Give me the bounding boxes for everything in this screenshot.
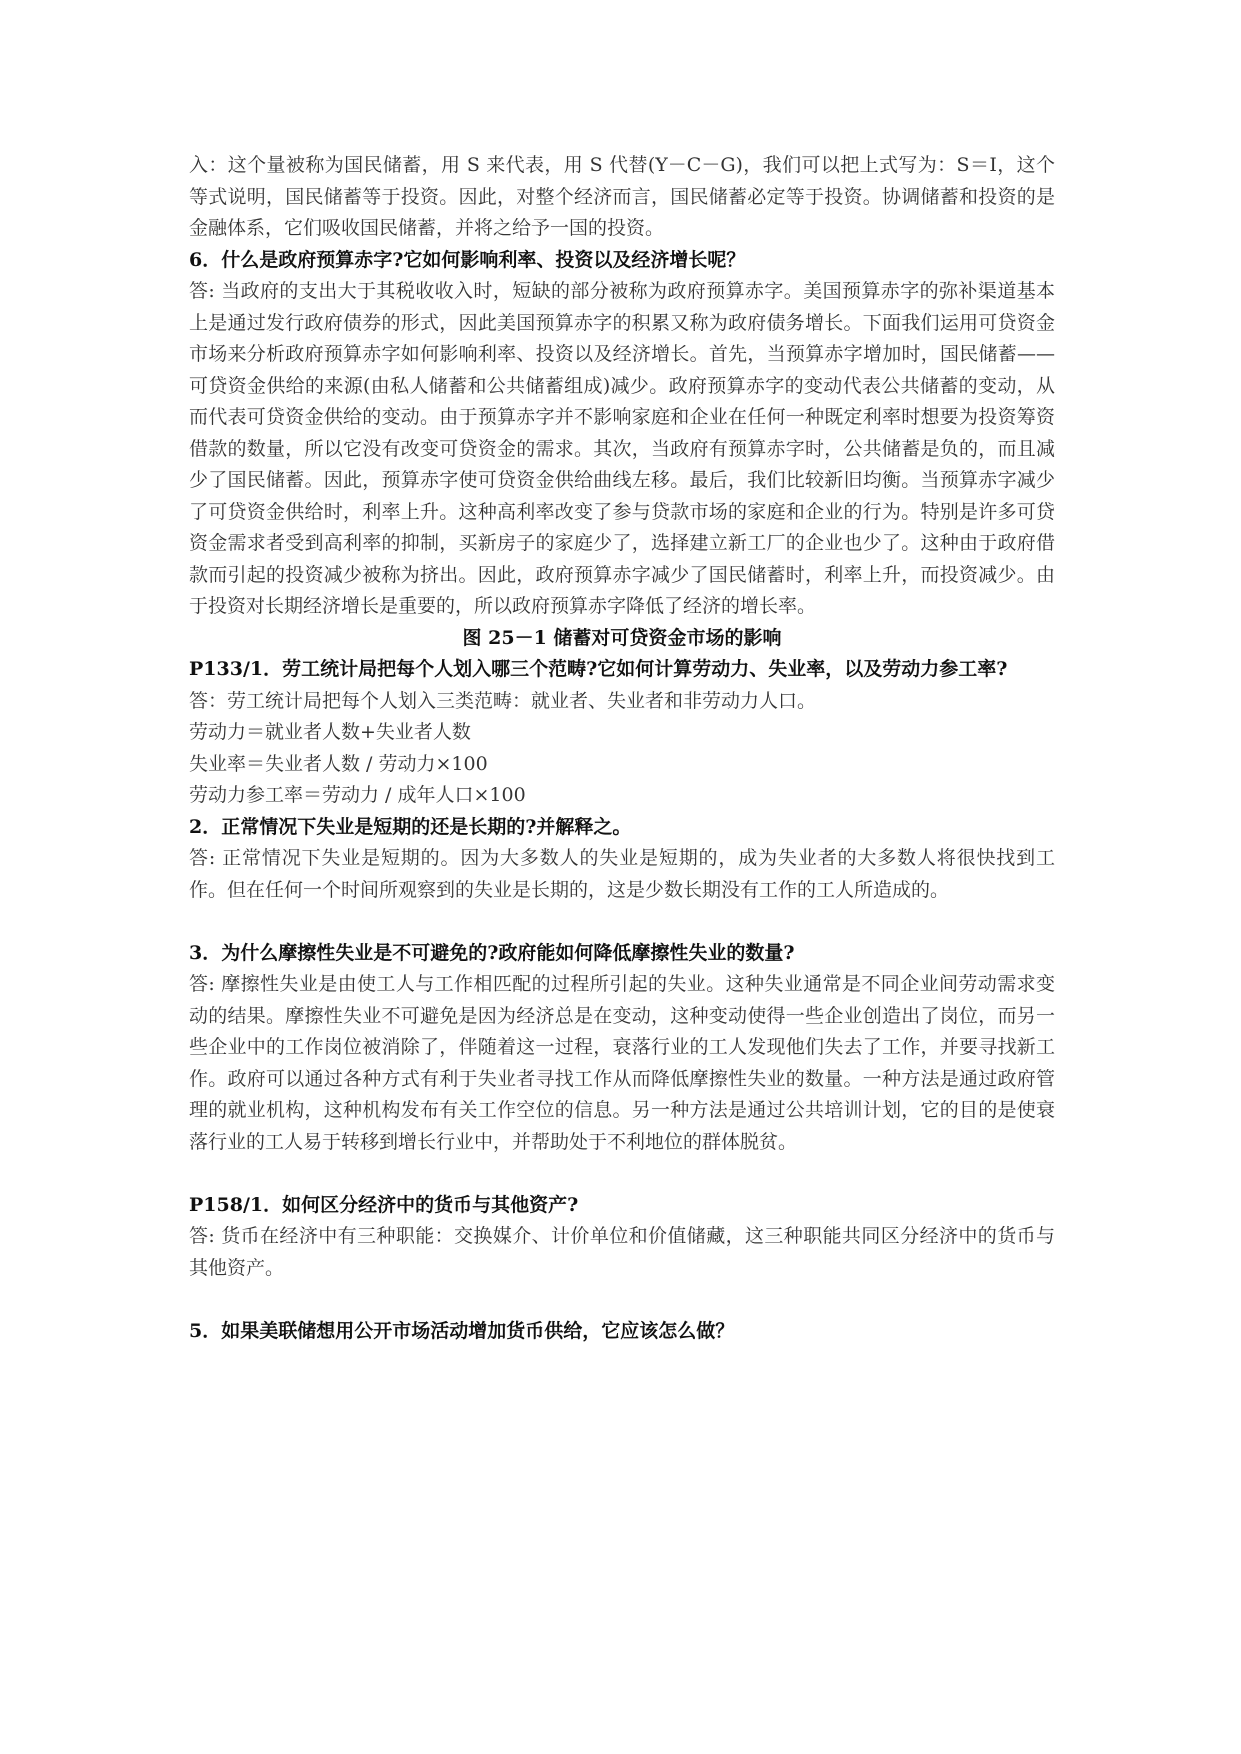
paragraph-spacer bbox=[189, 1158, 1055, 1190]
question-p158-1-title: P158/1．如何区分经济中的货币与其他资产? bbox=[189, 1193, 579, 1216]
formula-labor-force: 劳动力＝就业者人数+失业者人数 bbox=[189, 721, 471, 743]
formula-participation-rate: 劳动力参工率＝劳动力 / 成年人口×100 bbox=[189, 784, 526, 806]
question-p133-1-answer: 答：劳工统计局把每个人划入三类范畴：就业者、失业者和非劳动力人口。 bbox=[189, 689, 817, 712]
question-6-title: 6．什么是政府预算赤字?它如何影响利率、投资以及经济增长呢？ bbox=[189, 248, 746, 271]
question-3-answer: 答: 摩擦性失业是由使工人与工作相匹配的过程所引起的失业。这种失业通常是不同企业间劳动需求变动的结果。摩擦性失业不可避免是因为经济总是在变动，这种变动使得一些企业创造出了岗位，而另一些企业中的工作岗位被消除了，伴随着这一过程，衰落行业的工人发现他们失去了工作，并要寻找新工作。政府可以通过各种方式有利于失业者寻找工作从而降低摩擦性失业的数量。一种方法是通过政府管理的就业机构，这种机构发布有关工作空位的信息。另一种方法是通过公共培训计划，它的目的是使衰落行业的工人易于转移到增长行业中，并帮助处于不利地位的群体脱贫。 bbox=[189, 973, 1055, 1153]
document-page bbox=[189, 150, 1055, 1347]
intro-paragraph: 入：这个量被称为国民储蓄，用 S 来代表，用 S 代替(Y－C－G)，我们可以把上式写为：S＝I，这个等式说明，国民储蓄等于投资。因此，对整个经济而言，国民储蓄必定等于投资。协调储蓄和投资的是金融体系，它们吸收国民储蓄，并将之给予一国的投资。 bbox=[189, 154, 1055, 239]
question-2-title: 2．正常情况下失业是短期的还是长期的?并解释之。 bbox=[189, 815, 632, 838]
question-5-title: 5．如果美联储想用公开市场活动增加货币供给，它应该怎么做？ bbox=[189, 1319, 735, 1342]
formula-unemployment-rate: 失业率＝失业者人数 / 劳动力×100 bbox=[189, 752, 488, 775]
question-p158-1-answer: 答: 货币在经济中有三种职能：交换媒介、计价单位和价值储藏，这三种职能共同区分经济中的货币与其他资产。 bbox=[189, 1225, 1055, 1279]
question-6-answer: 答: 当政府的支出大于其税收收入时，短缺的部分被称为政府预算赤字。美国预算赤字的弥补渠道基本上是通过发行政府债券的形式，因此美国预算赤字的积累又称为政府债务增长。下面我们运用可贷资金市场来分析政府预算赤字如何影响利率、投资以及经济增长。首先，当预算赤字增加时，国民储蓄——可贷资金供给的来源(由私人储蓄和公共储蓄组成)减少。政府预算赤字的变动代表公共储蓄的变动，从而代表可贷资金供给的变动。由于预算赤字并不影响家庭和企业在任何一种既定利率时想要为投资筹资借款的数量，所以它没有改变可贷资金的需求。其次，当政府有预算赤字时，公共储蓄是负的，而且减少了国民储蓄。因此，预算赤字使可贷资金供给曲线左移。最后，我们比较新旧均衡。当预算赤字减少了可贷资金供给时，利率上升。这种高利率改变了参与贷款市场的家庭和企业的行为。特别是许多可贷资金需求者受到高利率的抑制，买新房子的家庭少了，选择建立新工厂的企业也少了。这种由于政府借款而引起的投资减少被称为挤出。因此，政府预算赤字减少了国民储蓄时，利率上升，而投资减少。由于投资对长期经济增长是重要的，所以政府预算赤字降低了经济的增长率。 bbox=[189, 280, 1055, 617]
paragraph-spacer bbox=[189, 1284, 1055, 1316]
question-2-answer: 答: 正常情况下失业是短期的。因为大多数人的失业是短期的，成为失业者的大多数人将很快找到工作。但在任何一个时间所观察到的失业是长期的，这是少数长期没有工作的工人所造成的。 bbox=[189, 847, 1055, 901]
figure-caption: 图 25－1 储蓄对可贷资金市场的影响 bbox=[462, 626, 782, 649]
paragraph-spacer bbox=[189, 906, 1055, 938]
question-p133-1-title: P133/1．劳工统计局把每个人划入哪三个范畴?它如何计算劳动力、失业率，以及劳动力参工率? bbox=[189, 658, 1008, 680]
question-3-title: 3．为什么摩擦性失业是不可避免的?政府能如何降低摩擦性失业的数量? bbox=[189, 941, 795, 964]
